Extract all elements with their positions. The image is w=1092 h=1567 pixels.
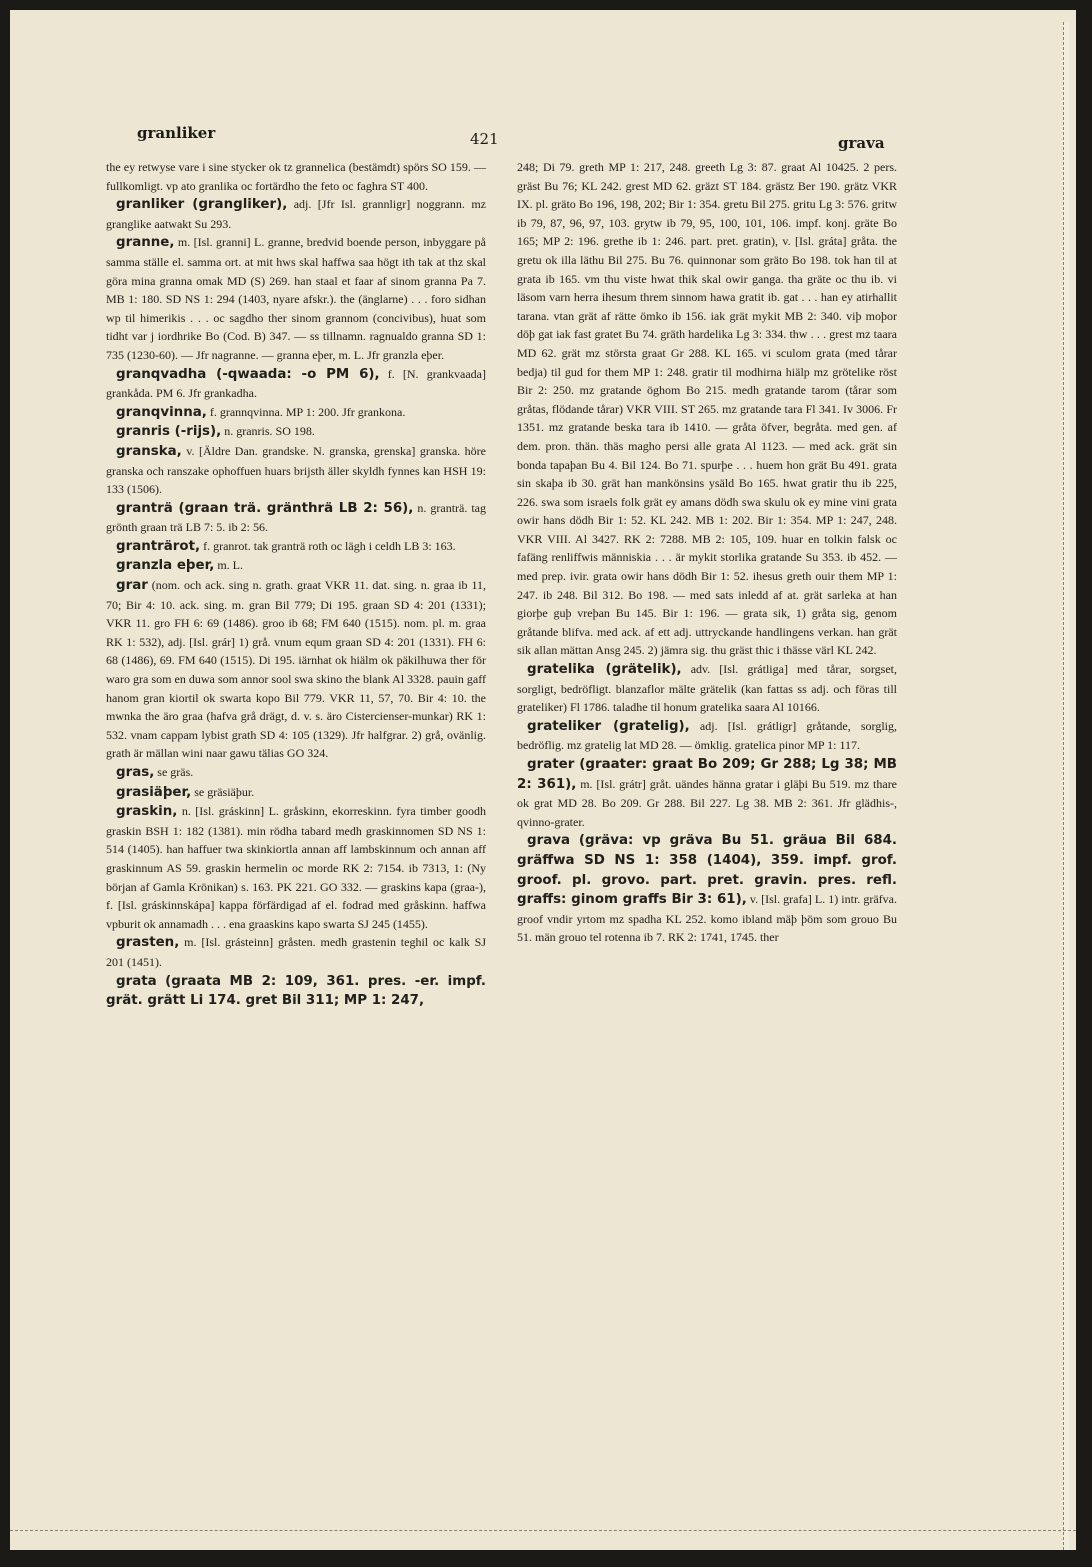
entry-text: n. granträ. tag grönth graan trä LB 7: 5. ib 2: 56. xyxy=(106,500,487,535)
scan-bottom-margin xyxy=(10,1530,1076,1531)
entry-headword: granträrot, xyxy=(116,538,201,554)
entry-text: (nom. och ack. sing n. grath. graat VKR 11. dat. sing. n. graa ib 11, 70; Bir 4: 10. ack. sing. m. gran Bil 779; Di 195. graan SD 4: 201 (1331); VKR 11. gro FH 6: 69 (1486). groo ib 68; FM 640 (1515). nom. pl. m. graa RK 1: 532), adj. [Isl. grár] 1) grå. vnum equm graan SD 4: 201 (1331). FH 6: 68 (1486), 69. FM 640 (1515). Di 195. iärnhat ok hiälm ok päkilhuwa ther för waro gra som en duwa som annor sool swa skino the blank Al 3328. pauin gaff hanom gran kiortil ok swarta kopo Bil 779. VKR 11, 57, 70. Bir 4: 10. the mwnka the äro graa (hafva grå drägt, d. v. s. äro Cistercienser-munkar) RK 1: 532. vnam cappam lybist grath SD 4: 105 (1329). Jfr halfgrar. 2) grå, ovänlig. grath är mällan wini naar gawu tälias GO 324. xyxy=(106,578,487,761)
dictionary-entry xyxy=(106,763,486,783)
entry-headword: granqvadha (-qwaada: -o PM 6), xyxy=(116,366,380,382)
dictionary-entry xyxy=(106,158,486,195)
entry-text: m. [Isl. grátr] gråt. uändes hänna gratar i gläþi Bu 519. mz thare ok grat MD 28. Bo 209. Gr 288. Bil 227. Lg 38. MB 2: 361. Jfr glädhis-, qvinno-grater. xyxy=(517,776,898,829)
entry-text: n. granris. SO 198. xyxy=(224,424,315,439)
dictionary-entry xyxy=(106,442,486,499)
right-column xyxy=(517,158,897,947)
dictionary-entry xyxy=(106,576,486,763)
entry-text: the ey retwyse vare i sine stycker ok tz grannelica (bestämdt) spörs SO 159. — fullkomligt. vp ato granlika oc fortärdho the feto oc faghra ST 400. xyxy=(106,160,486,193)
dictionary-entry xyxy=(106,802,486,933)
dictionary-entry xyxy=(517,717,897,755)
entry-text: adv. [Isl. grátliga] med tårar, sorgset, sorgligt, bedröfligt. blanzaflor mälte grätelik (kan fattas ss adj. och föras till grateliker) Fl 1786. taladhe til honum gratelika saara Al 10166. xyxy=(517,662,897,715)
entry-headword: gratelika (grätelik), xyxy=(527,662,682,678)
dictionary-entry xyxy=(106,422,486,442)
dictionary-entry xyxy=(106,537,486,557)
entry-headword: grater (graater: graat Bo 209; Gr 288; Lg 38; MB 2: 361), xyxy=(517,757,897,792)
entry-headword: granliker (grangliker), xyxy=(116,197,288,213)
scan-edge-margin xyxy=(1063,22,1069,1550)
dictionary-entry xyxy=(106,195,486,233)
entry-text: v. [Isl. grafa] L. 1) intr. gräfva. groof vndir yrtom mz spadha KL 252. komo ibland mäþ þöm som grouo Bu 51. män grouo tel rotenna ib 7. RK 2: 1741, 1745. ther xyxy=(517,892,898,945)
entry-text: adj. [Jfr Isl. grannligr] noggrann. mz granglike aatwakt Su 293. xyxy=(106,197,486,231)
running-head-left: granliker xyxy=(137,124,216,142)
dictionary-entry xyxy=(106,499,486,537)
entry-headword: granqvinna, xyxy=(116,404,207,420)
entry-text: m. [Isl. grásteinn] gråsten. medh grastenin teghil oc kalk SJ 201 (1451). xyxy=(106,935,486,969)
entry-text: f. grannqvinna. MP 1: 200. Jfr grankona. xyxy=(209,404,406,419)
entry-headword: granne, xyxy=(116,235,175,251)
entry-headword: granzla eþer, xyxy=(116,558,215,574)
entry-headword: grateliker (gratelig), xyxy=(527,718,690,734)
entry-text: f. granrot. tak granträ roth oc lägh i celdh LB 3: 163. xyxy=(203,538,456,553)
page-number: 421 xyxy=(470,130,499,148)
dictionary-entry xyxy=(517,831,897,947)
entry-headword: granris (-rijs), xyxy=(116,424,222,440)
dictionary-entry xyxy=(106,365,486,403)
entry-headword: gras, xyxy=(116,765,155,780)
running-head-right: grava xyxy=(838,134,885,152)
dictionary-entry xyxy=(106,933,486,971)
dictionary-entry xyxy=(517,158,897,660)
entry-headword: grata (graata MB 2: 109, 361. pres. -er. impf. grät. grätt Li 174. gret Bil 311; MP 1: 247, xyxy=(106,973,486,1009)
dictionary-entry xyxy=(106,403,486,423)
entry-headword: graskin, xyxy=(116,804,178,820)
left-column xyxy=(106,158,486,1011)
entry-headword: granska, xyxy=(116,443,182,459)
entry-headword: grasiäþer, xyxy=(116,784,192,800)
entry-text: adj. [Isl. grátligr] gråtande, sorglig, bedröflig. mz gratelig lat MD 28. — ömklig. gratelica pinor MP 1: 117. xyxy=(517,718,897,753)
dictionary-entry xyxy=(106,233,486,364)
dictionary-entry xyxy=(106,972,486,1011)
entry-text: se gräs. xyxy=(157,765,194,779)
dictionary-entry xyxy=(517,755,897,831)
dictionary-entry xyxy=(106,556,486,576)
dictionary-entry xyxy=(106,783,486,803)
entry-headword: grasten, xyxy=(116,935,180,951)
entry-headword: grar xyxy=(116,578,148,594)
entry-text: m. L. xyxy=(217,558,243,573)
dictionary-entry xyxy=(517,660,897,717)
entry-text: f. [N. grankvaada] grankåda. PM 6. Jfr grankadha. xyxy=(106,366,486,401)
entry-headword: grava (gräva: vp gräva Bu 51. gräua Bil 684. gräffwa SD NS 1: 358 (1404), 359. impf. grof. groof. pl. grovo. part. pret. gravin. pres. refl. graffs: ginom graffs Bir 3: 61), xyxy=(517,833,897,908)
entry-text: v. [Äldre Dan. grandske. N. granska, grenska] granska. höre granska och ranszake ophoffuen huars brijsth äller skyldh fynnes kan HSH 19: 133 (1506). xyxy=(106,443,486,497)
entry-text: se gräsiäþur. xyxy=(194,784,255,799)
entry-text: m. [Isl. granni] L. granne, bredvid boende person, inbyggare på samma ställe el. samma ort. at mit hws skal haffwa saa högt ith tak at thz skal göra mina granna omak MD (S) 269. han staal et faar af sinom granna Pa 7. MB 1: 180. SD NS 1: 294 (1403, nyare afskr.). the (änglarne) . . . foro sidhan wp til himerikis . . . oc sagdho ther sinom grannom (concivibus), huat som tidht var j iordhrike Bo (Cod. B) 347. — ss tillnamn. ragnualdo granna SD 1: 735 (1230-60). — Jfr nagranne. — granna eþer, m. L. Jfr granzla eþer. xyxy=(106,235,487,362)
entry-text: n. [Isl. gráskinn] L. gråskinn, ekorreskinn. fyra timber goodh graskin BSH 1: 182 (1381). min rödha tabard medh graskinnomen SD NS 1: 514 (1405). han haffuer twa skinkiortla annan aff lambskinnum och annan aff graskinnum AS 59. graskin hermelin oc morde RK 2: 7154. ib 7313, 1: (Ny början af Gamla Krönikan) s. 163. PK 221. GO 332. — graskins kapa (graa-), f. [Isl. gráskinnskápa] kappa förfärdigad af el. fodrad med gråskinn. haffwa vpburit ok annamadh . . . ena graaskins kapo swarta SJ 245 (1455). xyxy=(106,804,487,931)
entry-text: 248; Di 79. greth MP 1: 217, 248. greeth Lg 3: 87. graat Al 10425. 2 pers. gräst Bu 76; KL 242. grest MD 62. gräzt ST 184. grästz Ber 190. grätz VKR IX. pl. gräto Bo 196, 198, 202; Bir 1: 354. gretu Bil 275. gritu Lg 3: 576. gritw ib 79, 87, 96, 97, 103. grytw ib 79, 95, 100, 101, 106. impf. konj. gräte Bo 165; MP 2: 196. grethe ib 1: 246. part. pret. gratin), v. [Isl. gráta] gråta. the gretu ok illa läthu Bil 275. Bu 76. quinnonar som gräto Bo 198. tok han til at grata ib 165. vm thu viste hwat thik skal owir ganga. tha gräte oc thu ib. vi läsom varn herra ihesum threm sinnom hawa gratit ib. gat . . . han ey atirhallit tarana. vtan grät af rätte ömko ib 156. iak grät mykit MB 2: 340. viþ moþor döþ gat iak fast gratet Bu 74. gräth hardelika Lg 3: 334. thw . . . grest mz taara MD 62. grät mz största graat Gr 288. KL 165. vi sculom grata (med tårar bedja) til gud for them MP 1: 248. gratir til modhirna hiälp mz grötelike röst Bir 2: 250. mz gratande öghom Bo 215. medh gratande tarom (tårar som gråtas, flödande tårar) VKR VIII. ST 265. mz gratande tara Fl 341. Iv 3006. Fr 1351. mz gratande beska tara ib 1410. — gråta öfver, begråta. med gen. af dem. pron. thän. thäs magho persi alle grata Al 1123. — med ack. grät sin bonda tapaþan Bu 4. Bil 124. Bo 71. spurþe . . . huem hon grät Bu 491. grata sin skaþa ib 30. grät han mankönsins ysäld Bo 165. hwat gratir thu ib 225, 226. swa som israels folk grät ey amans dödh swa skulu ok ey mine vini grata owir hans dödh Bir 1: 52. KL 242. MB 1: 202. Bir 1: 354. MP 1: 247, 248. VKR VIII. Al 3427. RK 2: 7288. MB 2: 105, 109. huar en tolkin falsk oc fafäng renliffwis människia . . . är mykit storlika gratande Su 353. ib 452. — med prep. ivir. grata owir hans dödh Bir 1: 52. ihesus greth ouir them MP 1: 247. ib 248. Bil 312. Bo 198. — med sats inledd af at. grät sarleka at han giorþe guþ vreþan Bu 145. Bir 1: 196. — grata sik, 1) gråta sig, genom gråtande blifva. med ack. af ett adj. uttryckande handlingens verkan. han grät sik allan mättan Ansg 245. 2) jämra sig. thu gräst thic i thässe värl KL 242. xyxy=(517,160,897,658)
entry-headword: granträ (graan trä. gränthrä LB 2: 56), xyxy=(116,500,414,516)
